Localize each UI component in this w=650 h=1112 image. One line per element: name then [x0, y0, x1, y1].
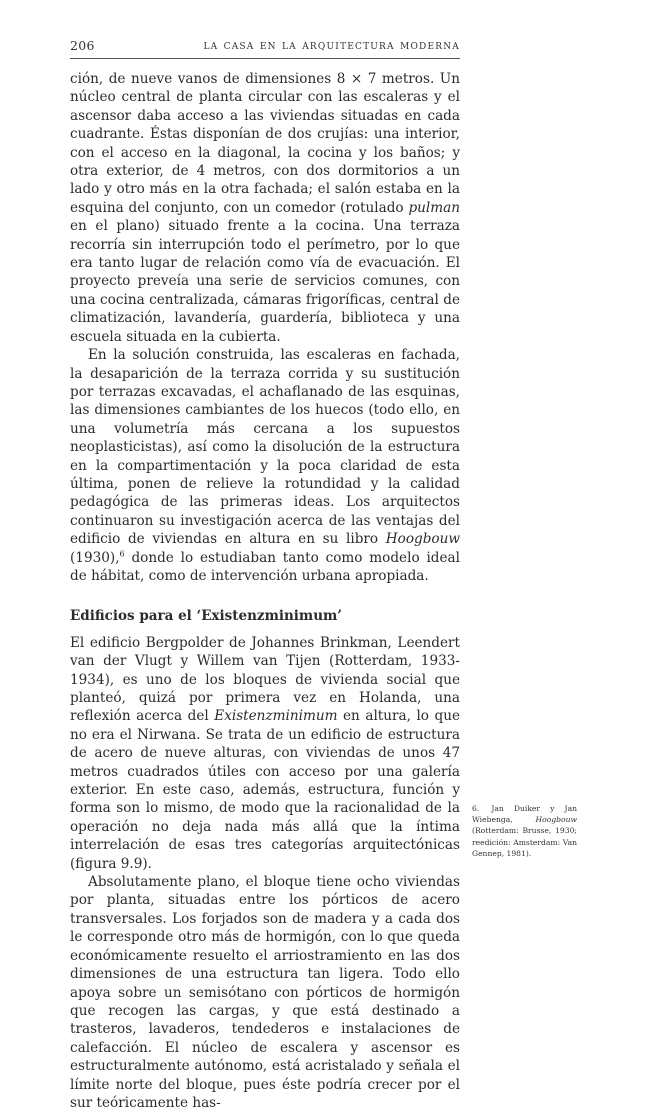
sidenote-book-title: Hoogbouw	[535, 815, 577, 825]
main-text	[70, 70, 460, 1112]
paragraph-4: Absolutamente plano, el bloque tiene ocho viviendas por planta, situadas entre los pórticos de acero transversales. Los forjados son de madera y a cada dos le corresponde otro más de hormigón, con lo que queda económicamente resuelto el arriostramiento en las dos dimensiones de una estructura tan ligera. Todo ello apoya sobre un semisótano con pórticos de hormigón que recogen las cargas, y que está destinado a trasteros, lavaderos, tendederos e instalaciones de calefacción. El núcleo de escalera y ascensor es estructuralmente autónomo, está acristalado y señala el límite norte del bloque, pues éste podría crecer por el sur teóricamente has-	[70, 874, 460, 1111]
italic-term-existenzminimum: Existenzminimum	[214, 708, 338, 725]
running-title: la casa en la arquitectura moderna	[203, 38, 460, 53]
page-number: 206	[70, 38, 95, 53]
paragraph-1: ción, de nueve vanos de dimensiones 8 × 7 metros. Un núcleo central de planta circular con las escaleras y el ascensor daba acceso a las viviendas situadas en cada cuadrante. Éstas disponían de dos crujías: una interior, con el acceso en la diagonal, la cocina y los baños; y otra exterior, de 4 metros, con dos dormitorios a un lado y otro más en la otra fachada; el salón estaba en la esquina del conjunto, con un comedor (rotulado pulman en el plano) situado frente a la cocina. Una terraza recorría sin interrupción todo el perímetro, por lo que era tanto lugar de relación como vía de evacuación. El proyecto preveía una serie de servicios comunes, con una cocina centralizada, cámaras frigoríficas, central de climatización, lavandería, guardería, biblioteca y una escuela situada en la cubierta.	[70, 71, 460, 345]
sidenote: 6. Jan Duiker y Jan Wiebenga, Hoogbouw (Rotterdam: Brusse, 1930; reedición: Amsterdam: Van Gennep, 1981).	[472, 804, 577, 858]
italic-term-pulman: pulman	[408, 199, 460, 216]
sidenote-number: 6.	[472, 804, 480, 813]
header-rule	[70, 58, 460, 59]
section-heading: Edificios para el ‘Existenzminimum’	[70, 608, 343, 625]
paragraph-2: En la solución construida, las escaleras en fachada, la desaparición de la terraza corrida y su sustitución por terrazas excavadas, el achaflanado de las esquinas, las dimensiones cambiantes de los huecos (todo ello, en una volumetría más cercana a los supuestos neoplasticistas), así como la disolución de la estructura en la compartimentación y la poca claridad de esta última, ponen de relieve la rotundidad y la calidad pedagógica de las primeras ideas. Los arquitectos continuaron su investigación acerca de las ventajas del edificio de viviendas en altura en su libro Hoogbouw (1930),$^6$ donde lo estudiaban tanto como modelo ideal de hábitat, como de intervención urbana apropiada.	[70, 347, 460, 584]
footnote-reference: 6	[119, 549, 125, 559]
paragraph-3: El edificio Bergpolder de Johannes Brinkman, Leendert van der Vlugt y Willem van Tijen (Rotterdam, 1933-1934), es uno de los bloques de vivienda social que planteó, quizá por primera vez en Holanda, una reflexión acerca del Existenzminimum en altura, lo que no era el Nirwana. Se trata de un edificio de estructura de acero de nueve alturas, con viviendas de unos 47 metros cuadrados útiles con acceso por una galería exterior. En este caso, además, estructura, función y forma son lo mismo, de modo que la racionalidad de la operación no deja nada más allá que la íntima interrelación de esas tres categorías arquitectónicas (figura 9.9).	[70, 634, 461, 872]
book-title-hoogbouw: Hoogbouw	[385, 531, 460, 548]
